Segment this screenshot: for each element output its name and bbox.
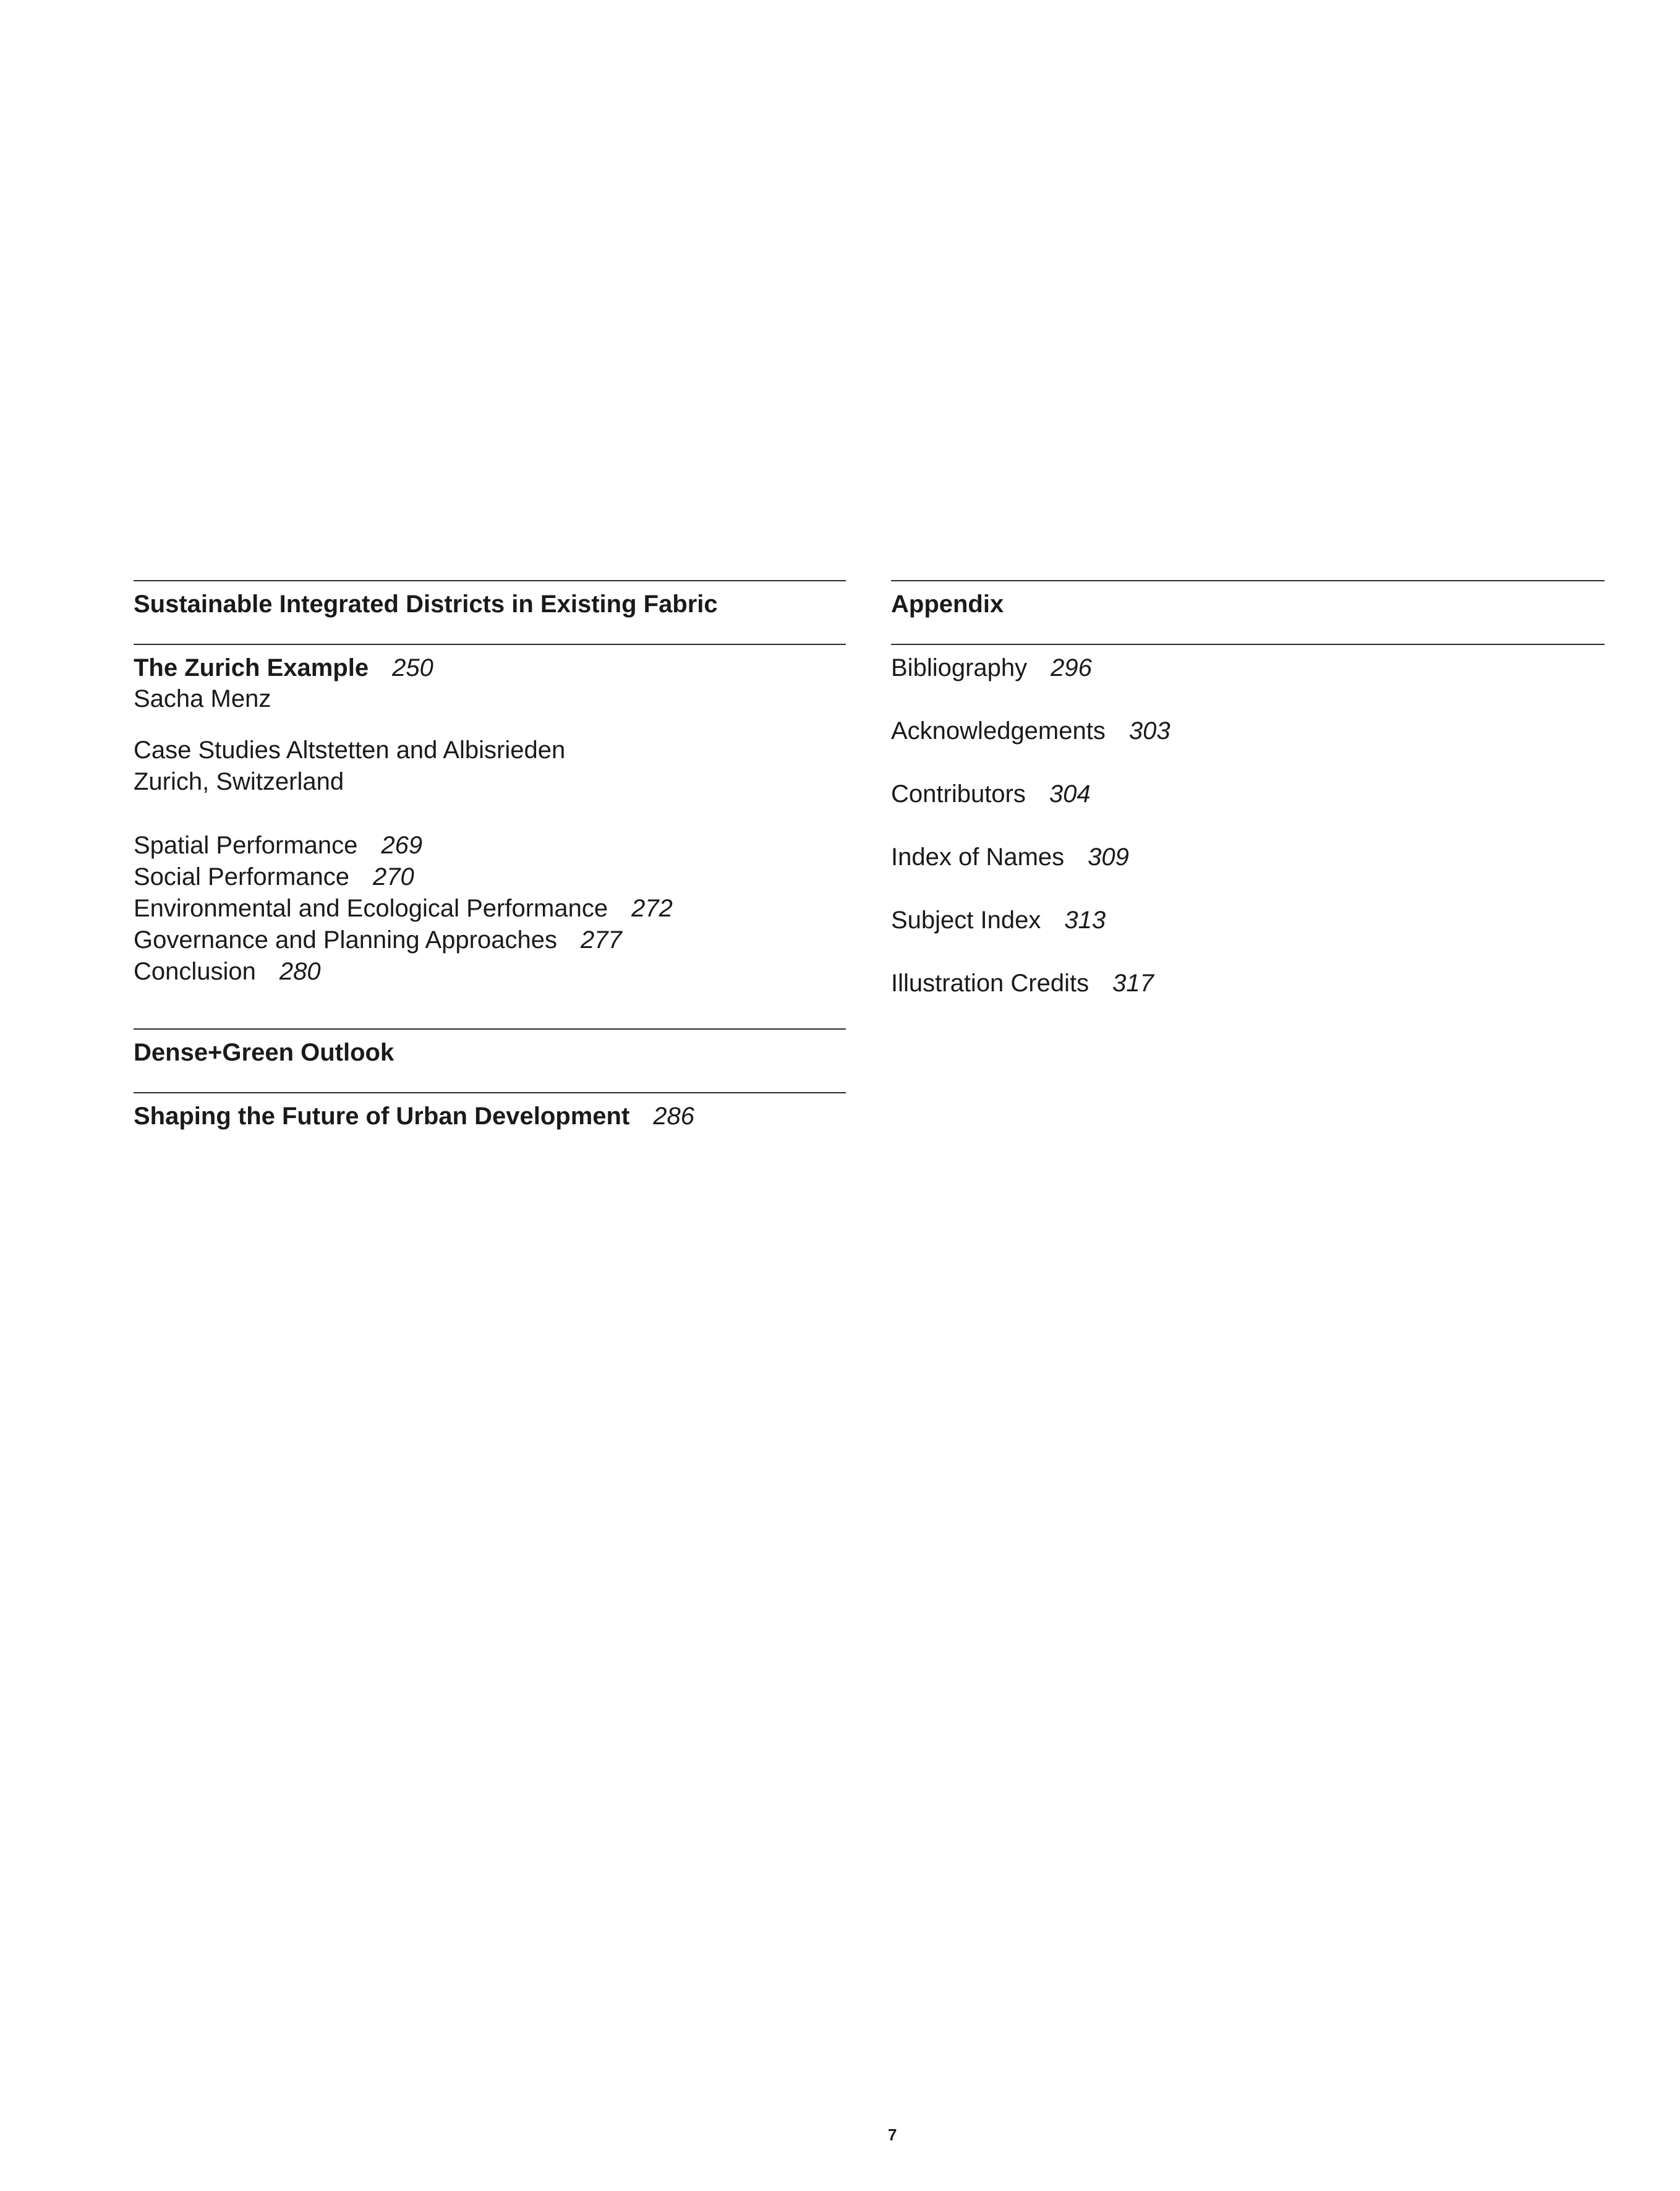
toc-entry-spatial-performance[interactable] xyxy=(134,830,846,861)
section-title-dense-green-outlook: Dense+Green Outlook xyxy=(134,1039,394,1066)
entry-author: Sacha Menz xyxy=(134,685,271,712)
page-number: 313 xyxy=(1064,907,1106,934)
entry-label: Spatial Performance xyxy=(134,832,358,859)
page-number: 250 xyxy=(392,654,433,681)
toc-entry-subject-index[interactable] xyxy=(891,905,1605,968)
case-studies-line1: Case Studies Altstetten and Albisrieden xyxy=(134,737,566,764)
toc-entry-acknowledgements[interactable] xyxy=(891,715,1605,779)
entry-label: Bibliography xyxy=(891,654,1028,681)
page-number: 270 xyxy=(373,863,414,890)
page-folio: 7 xyxy=(888,2125,897,2144)
entry-label: Contributors xyxy=(891,780,1026,808)
entry-label: Index of Names xyxy=(891,844,1065,871)
section-title-appendix: Appendix xyxy=(891,591,1004,618)
entry-title: The Zurich Example xyxy=(134,654,369,681)
page-number: 317 xyxy=(1112,970,1154,997)
toc-entry-conclusion[interactable] xyxy=(134,956,846,988)
entry-divider xyxy=(134,1092,846,1093)
page-number: 269 xyxy=(381,832,423,859)
section-divider xyxy=(134,1028,846,1030)
entry-divider xyxy=(891,644,1605,645)
page-number: 309 xyxy=(1088,844,1129,871)
entry-label: Conclusion xyxy=(134,958,256,985)
toc-entry-shaping-future[interactable] xyxy=(134,1101,846,1132)
page-number: 286 xyxy=(653,1103,695,1130)
page-number: 304 xyxy=(1049,780,1091,808)
toc-left-column xyxy=(134,580,846,1132)
page-number: 303 xyxy=(1128,717,1170,745)
toc-entry-contributors[interactable] xyxy=(891,779,1605,842)
section-title-sustainable-districts: Sustainable Integrated Districts in Existing Fabric xyxy=(134,591,718,618)
section-divider xyxy=(891,580,1605,581)
entry-label: Acknowledgements xyxy=(891,717,1106,745)
page-number: 296 xyxy=(1051,654,1092,681)
toc-right-column xyxy=(891,580,1605,1031)
entry-label: Illustration Credits xyxy=(891,970,1089,997)
page-number: 277 xyxy=(580,926,622,954)
section-divider xyxy=(134,580,846,581)
toc-entry-environmental-performance[interactable] xyxy=(134,893,846,925)
toc-entry-illustration-credits[interactable] xyxy=(891,968,1605,1031)
toc-entry-social-performance[interactable] xyxy=(134,861,846,893)
entry-label: Subject Index xyxy=(891,907,1041,934)
entry-title: Shaping the Future of Urban Development xyxy=(134,1103,630,1130)
toc-entry-index-of-names[interactable] xyxy=(891,842,1605,905)
page-number: 272 xyxy=(631,895,673,922)
case-studies-line2: Zurich, Switzerland xyxy=(134,768,344,795)
toc-entry-bibliography[interactable] xyxy=(891,652,1605,715)
entry-label: Governance and Planning Approaches xyxy=(134,926,557,954)
entry-label: Social Performance xyxy=(134,863,350,890)
toc-entry-governance-planning[interactable] xyxy=(134,925,846,956)
page-number: 280 xyxy=(279,958,321,985)
entry-label: Environmental and Ecological Performance xyxy=(134,895,608,922)
entry-divider xyxy=(134,644,846,645)
toc-entry-zurich-example[interactable] xyxy=(134,652,846,683)
